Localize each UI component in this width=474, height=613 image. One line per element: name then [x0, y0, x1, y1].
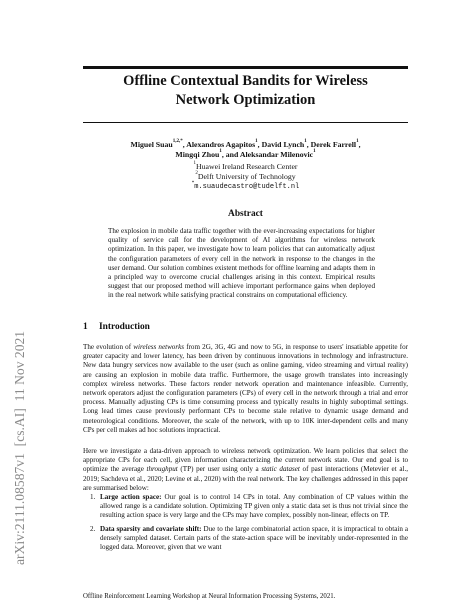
emphasis: wireless networks [133, 343, 185, 351]
affiliation-mark: * [191, 180, 195, 186]
text-run: The evolution of [83, 343, 134, 351]
author-list [83, 140, 408, 160]
affiliation-text: Delft University of Technology [197, 171, 296, 181]
affiliation-mark: 1 [193, 161, 196, 167]
author-separator: , [182, 140, 187, 149]
section-title: Introduction [99, 322, 150, 332]
author-name: Miguel Suau [130, 140, 173, 149]
author-line-2 [83, 150, 408, 160]
author-affiliation-mark: 1 [356, 139, 359, 145]
list-marker: 2. [90, 524, 96, 533]
list-item [90, 493, 408, 521]
title-line-2: Network Optimization [175, 92, 316, 108]
emphasis: static dataset [261, 465, 300, 474]
paper-title [83, 72, 408, 110]
emphasis: throughput [146, 465, 178, 474]
list-item-title: Large action space: [100, 493, 162, 501]
author-affiliation-mark: 1 [304, 139, 307, 145]
list-item-title: Data sparsity and covariate shift: [100, 524, 202, 533]
author-separator: , [306, 140, 311, 149]
author-affiliation-mark: 1,2,* [172, 139, 183, 145]
affiliation-line [83, 181, 408, 193]
abstract-text: The explosion in mobile data traffic together with the ever-increasing expectations for higher quality of service call for the development of AI algorithms for wireless network optimization. In this paper, we investigate how to learn policies that can automatically adjust the configuration parameters of every cell in the network in response to the changes in the user demand. Our solution combines existent methods for offline learning and adapts them in a principled way to overcome crucial challenges arising in this context. Empirical results suggest that our proposed method will achieve important performance gains when deployed in the real network while satisfying practical constrains on computational efficiency. [108, 227, 375, 300]
arxiv-stamp [2, 120, 32, 570]
title-top-rule [83, 66, 408, 69]
author-affiliation-mark: 1 [255, 139, 258, 145]
author-separator: , [257, 140, 262, 149]
title-line-1: Offline Contextual Bandits for Wireless [123, 73, 368, 89]
list-item-text: Our goal is to control 14 CPs in total. Any combination of CP values within the allowed range is a candidate solution. Optimizing TP given only a static data set is thus not trivial since the resulting action space is very large and the CPs may have complex, possibly non-linear, effects on TP. [100, 493, 408, 520]
contact-email[interactable]: m.suaudecastro@tudelft.nl [194, 183, 300, 192]
author-separator: , [358, 140, 361, 149]
abstract-heading: Abstract [228, 209, 263, 219]
list-marker: 1. [90, 493, 96, 501]
author-affiliation-mark: 1 [313, 149, 316, 155]
text-run: Here we investigate a data-driven approach to wireless network optimization. We learn policies that select the appropriate CPs for each cell, given information characterizing the current network state. Our end goal is to optimize the average [83, 447, 408, 474]
page-footer: Offline Reinforcement Learning Workshop at Neural Information Processing Systems, 2021. [83, 593, 336, 600]
list-item [90, 524, 408, 553]
arxiv-identifier: arXiv:2111.08587v1 [cs.AI] 11 Nov 2021 [12, 330, 27, 565]
affiliation-line [83, 172, 408, 182]
affiliation-text: Huawei Ireland Research Center [195, 162, 298, 171]
list-item-text: Due to the large combinatorial action space, it is impractical to obtain a densely sampled dataset. Certain parts of the state-action space will be inevitably under-represented in the logged data. Moreover, given that we want [100, 524, 408, 552]
author-name: Alexandros Agapitos [186, 140, 256, 149]
title-bottom-rule [83, 122, 408, 123]
section-heading [83, 322, 408, 332]
intro-paragraph-2 [83, 447, 408, 493]
section-number: 1 [83, 322, 88, 332]
affiliation-line [83, 162, 408, 172]
affiliations [83, 162, 408, 193]
author-line-1 [83, 140, 408, 150]
author-name: Aleksandar Milenovic [239, 150, 314, 159]
text-run: from 2G, 3G, 4G and now to 5G, in response to users' insatiable appetite for greater capacity and lower latency, has been driven by continuous innovations in technology and infrastructure. New data hungry services now available to the user (such as online gaming, video streaming and virtual reality) are causing an explosion in mobile data traffic. Furthermore, the usage growth translates into increasingly complex wireless networks. These factors render network operation and maintenance infeasible. Currently, network operators adjust the configuration parameters (CPs) of every cell in the network through a trial and error process. Manually adjusting CPs is time consuming process and typically results in highly suboptimal settings. Long lead times cause previously performant CPs to become stale relative to dynamic usage demand and meteorological conditions. Moreover, the scale of the network, with up to 10K inter-dependent cells and many CPs per cell makes ad hoc solutions impractical. [83, 343, 408, 434]
author-name: Mingqi Zhou [175, 150, 220, 159]
text-run: of past interactions (Metevier et al., 2019; Sachdeva et al., 2020; Levine et al., 2020) with the real network. The key challenges addressed in this paper are summarised below: [83, 465, 408, 492]
author-name: Derek Farrell [310, 140, 357, 149]
affiliation-mark: 2 [195, 171, 198, 176]
author-name: David Lynch [261, 140, 305, 149]
author-separator: , and [221, 150, 240, 159]
text-run: (TP) per user using only a [177, 465, 262, 474]
challenge-list [90, 493, 408, 556]
author-affiliation-mark: 1 [219, 149, 222, 155]
intro-paragraph-1 [83, 343, 408, 435]
